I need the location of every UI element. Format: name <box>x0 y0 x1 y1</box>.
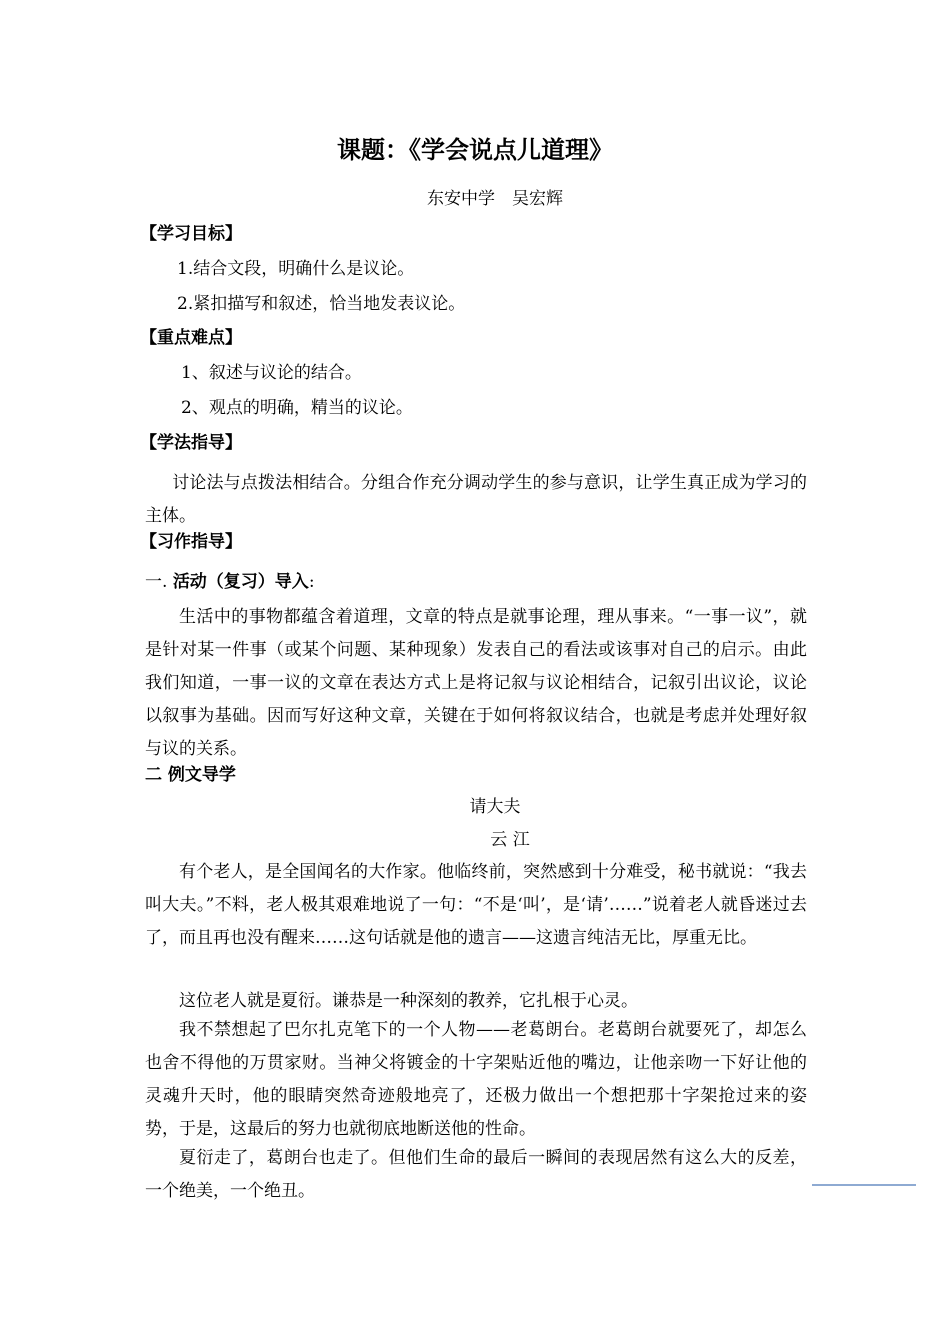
goals-heading: 【学习目标】 <box>140 224 242 244</box>
essay-author: 云 江 <box>490 830 530 850</box>
author-line: 东安中学 吴宏辉 <box>427 189 563 209</box>
part1-heading-line <box>145 570 315 594</box>
part1-paragraph: 生活中的事物都蕴含着道理，文章的特点是就事论理，理从事来。“一事一议”，就是针对某一件事（或某个问题、某种现象）发表自己的看法或该事对自己的启示。由此我们知道，一事一议的文章在表达方式上是将记叙与议论相结合，记叙引出议论，议论以叙事为基础。因而写好这种文章，关键在于如何将叙议结合，也就是考虑并处理好叙与议的关系。 <box>145 607 807 759</box>
part2-heading: 二 例文导学 <box>145 765 236 785</box>
decorative-rule <box>812 1184 916 1186</box>
essay-paragraph-4: 夏衍走了，葛朗台也走了。但他们生命的最后一瞬间的表现居然有这么大的反差，一个绝美，一个绝丑。 <box>145 1148 807 1201</box>
essay-paragraph-2: 这位老人就是夏衍。谦恭是一种深刻的教养，它扎根于心灵。 <box>179 991 638 1011</box>
essay-paragraph-3: 我不禁想起了巴尔扎克笔下的一个人物——老葛朗台。老葛朗台就要死了，却怎么也舍不得他的万贯家财。当神父将镀金的十字架贴近他的嘴边，让他亲吻一下好让他的灵魂升天时，他的眼睛突然奇迹般地亮了，还极力做出一个想把那十字架抢过来的姿势，于是，这最后的努力也就彻底地断送他的性命。 <box>145 1020 807 1139</box>
part1-suffix: : <box>308 572 315 592</box>
key-points-heading: 【重点难点】 <box>140 328 242 348</box>
method-heading: 【学法指导】 <box>140 433 242 453</box>
goal-item-2: 2.紧扣描写和叙述，恰当地发表议论。 <box>177 294 466 314</box>
essay-paragraph-1: 有个老人，是全国闻名的大作家。他临终前，突然感到十分难受，秘书就说：“我去叫大夫。”不料，老人极其艰难地说了一句：“不是‘叫’，是‘请’……”说着老人就昏迷过去了，而且再也没有醒来……这句话就是他的遗言——这遗言纯洁无比，厚重无比。 <box>145 862 807 948</box>
method-paragraph: 讨论法与点拨法相结合。分组合作充分调动学生的参与意识，让学生真正成为学习的主体。 <box>145 473 807 526</box>
key-point-item-1: 1、叙述与议论的结合。 <box>181 363 362 383</box>
goal-item-1: 1.结合文段，明确什么是议论。 <box>177 259 415 279</box>
page-title: 课题：《学会说点儿道理》 <box>337 136 613 164</box>
part1-prefix: 一. <box>145 572 168 592</box>
writing-heading: 【习作指导】 <box>140 532 242 552</box>
key-point-item-2: 2、观点的明确，精当的议论。 <box>181 398 413 418</box>
essay-title: 请大夫 <box>469 797 521 817</box>
part1-heading: 活动（复习）导入 <box>172 572 309 592</box>
